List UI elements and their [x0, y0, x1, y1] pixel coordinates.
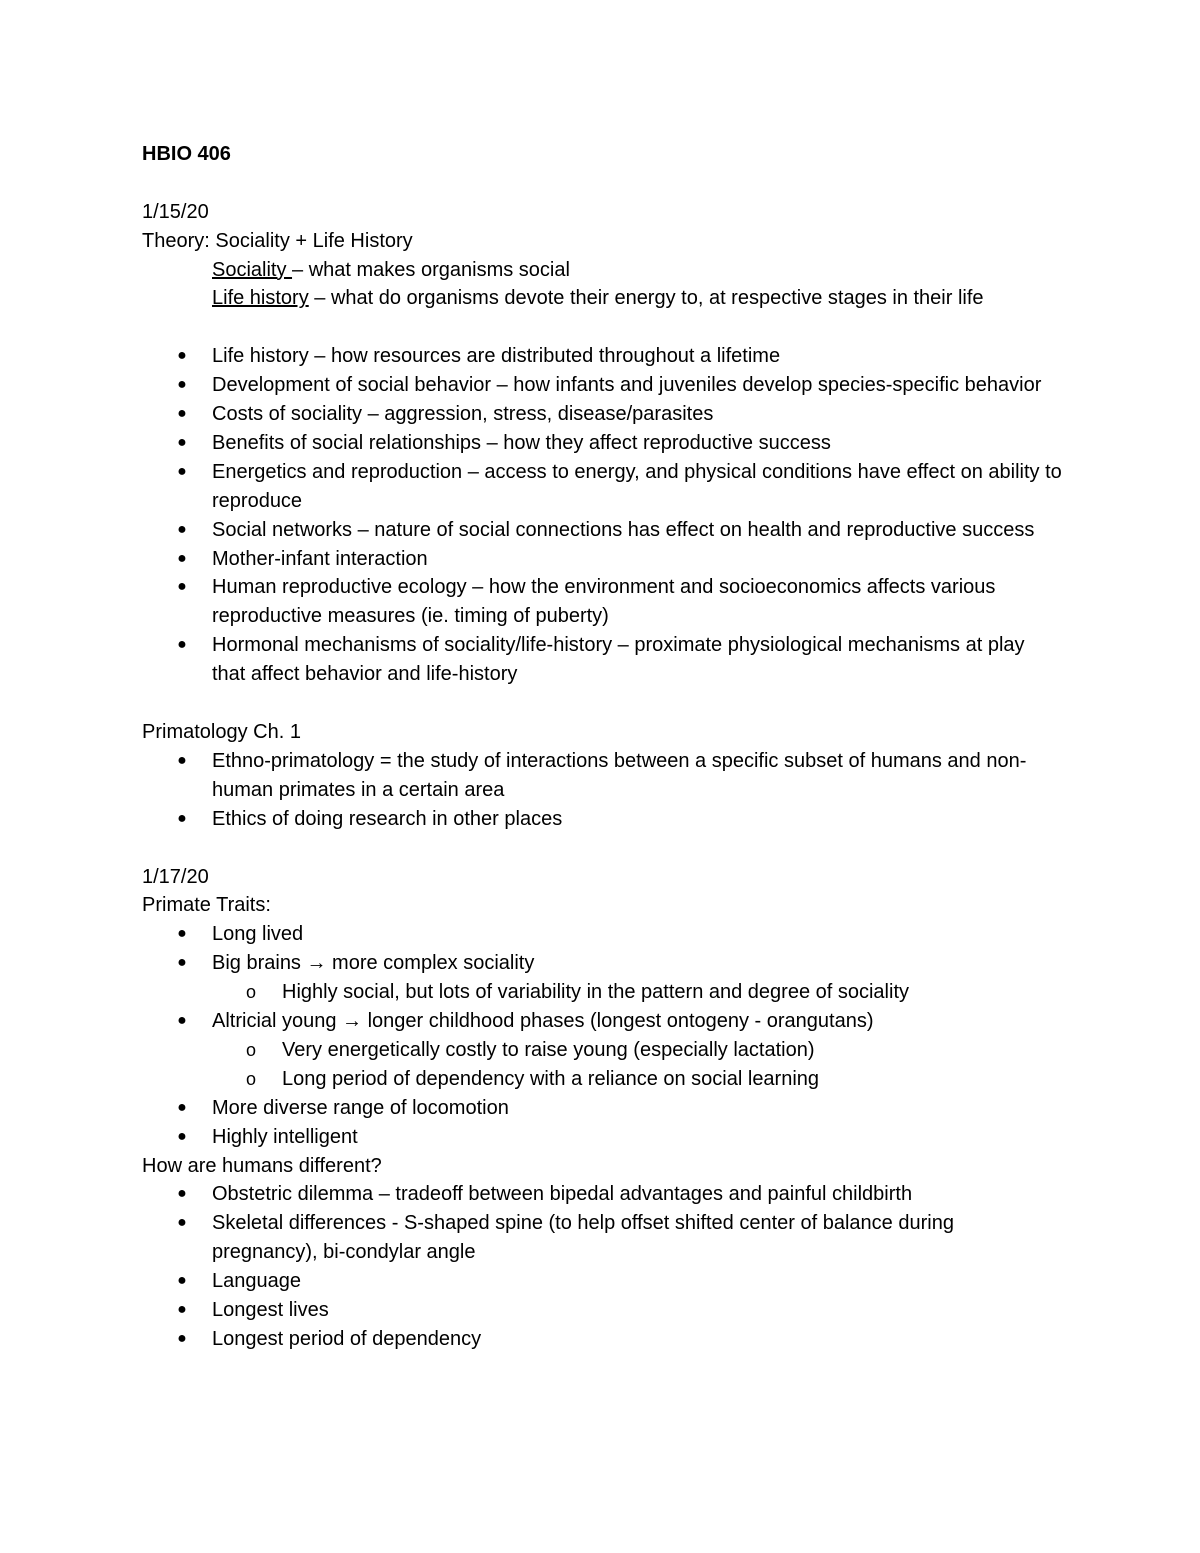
sub-bullet-icon: o: [246, 982, 257, 1003]
list-item: ● Ethics of doing research in other places: [142, 805, 1082, 834]
list-item: ● Long lived: [142, 920, 1082, 949]
sub-bullet-icon: o: [246, 1039, 257, 1060]
primatology-list: [142, 747, 1082, 834]
list-item: ● Costs of sociality – aggression, stress, disease/parasites: [142, 400, 1082, 429]
traits-list: [142, 1007, 1082, 1036]
list-item: ● Ethno-primatology = the study of interactions between a specific subset of humans and non-human primates in a certain area: [142, 747, 1082, 805]
sub-bullet-icon: o: [246, 1068, 257, 1089]
bullet-icon: ●: [177, 462, 187, 480]
bullet-icon: ●: [177, 578, 187, 596]
list-item: ● Altricial young → longer childhood phases (longest ontogeny - orangutans): [142, 1007, 1082, 1036]
bullet-icon: ●: [177, 549, 187, 567]
bullet-icon: ●: [177, 1127, 187, 1145]
list-item: ● Language: [142, 1267, 1082, 1296]
bullet-icon: ●: [177, 405, 187, 423]
bullet-icon: ●: [177, 1012, 187, 1029]
list-item: ● Life history – how resources are distributed throughout a lifetime: [142, 342, 1082, 371]
traits-list: [142, 920, 1082, 978]
traits-sublist: [142, 1036, 1082, 1094]
traits-list: [142, 1094, 1082, 1152]
definition-text: – what do organisms devote their energy to, at respective stages in their life: [308, 287, 984, 310]
sub-list-item: o Highly social, but lots of variability in the pattern and degree of sociality: [142, 978, 1082, 1007]
list-item: ● Longest period of dependency: [142, 1325, 1082, 1354]
list-item: ● Benefits of social relationships – how they affect reproductive success: [142, 429, 1082, 458]
bullet-icon: ●: [177, 954, 187, 972]
list-item: ● Development of social behavior – how infants and juveniles develop species-specific behavior: [142, 371, 1082, 400]
list-item: ● Highly intelligent: [142, 1123, 1082, 1152]
bullet-icon: ●: [177, 376, 187, 394]
definition-term: Sociality: [212, 258, 293, 281]
list-item: ● Big brains → more complex sociality: [142, 949, 1082, 978]
bullet-icon: ●: [177, 347, 187, 365]
definition-life-history: [142, 284, 1082, 313]
primatology-heading: Primatology Ch. 1: [142, 721, 301, 743]
traits-heading: Primate Traits:: [142, 894, 271, 917]
list-item: ● Mother-infant interaction: [142, 545, 1082, 574]
humans-list: [142, 1180, 1082, 1353]
topics-list: [142, 342, 1082, 689]
definition-sociality: [142, 256, 1082, 285]
traits-sublist: [142, 978, 1082, 1007]
list-item: ● Skeletal differences - S-shaped spine (to help offset shifted center of balance during pregnancy), bi-condylar angle: [142, 1209, 1082, 1267]
list-item: ● Energetics and reproduction – access to energy, and physical conditions have effect on ability to reproduce: [142, 458, 1082, 516]
bullet-icon: ●: [177, 433, 187, 451]
course-title: HBIO 406: [142, 143, 231, 165]
theory-heading: Theory: Sociality + Life History: [142, 229, 413, 252]
date-heading: 1/15/20: [142, 200, 209, 223]
bullet-icon: ●: [177, 1098, 187, 1116]
definition-text: – what makes organisms social: [292, 258, 570, 281]
bullet-icon: ●: [177, 751, 187, 769]
list-item: ● Social networks – nature of social connections has effect on health and reproductive success: [142, 516, 1082, 545]
sub-list-item: o Very energetically costly to raise young (especially lactation): [142, 1036, 1082, 1065]
bullet-icon: ●: [177, 809, 187, 827]
list-item: ● Human reproductive ecology – how the environment and socioeconomics affects various reproductive measures (ie. timing of puberty): [142, 573, 1082, 631]
bullet-icon: ●: [177, 925, 187, 943]
bullet-icon: ●: [177, 520, 187, 538]
bullet-icon: ●: [177, 636, 187, 654]
sub-list-item: o Long period of dependency with a reliance on social learning: [142, 1065, 1082, 1094]
list-item: ● Hormonal mechanisms of sociality/life-history – proximate physiological mechanisms at play that affect behavior and life-history: [142, 631, 1082, 689]
date-heading: 1/17/20: [142, 865, 209, 888]
list-item: ● More diverse range of locomotion: [142, 1094, 1082, 1123]
bullet-icon: ●: [177, 1272, 187, 1290]
humans-heading: How are humans different?: [142, 1154, 382, 1177]
bullet-icon: ●: [177, 1329, 187, 1347]
definition-term: Life history: [212, 287, 309, 310]
bullet-icon: ●: [177, 1301, 187, 1319]
bullet-icon: ●: [177, 1214, 187, 1232]
document-page: [142, 140, 1082, 1354]
list-item: ● Obstetric dilemma – tradeoff between bipedal advantages and painful childbirth: [142, 1180, 1082, 1209]
bullet-icon: ●: [177, 1185, 187, 1203]
list-item: ● Longest lives: [142, 1296, 1082, 1325]
